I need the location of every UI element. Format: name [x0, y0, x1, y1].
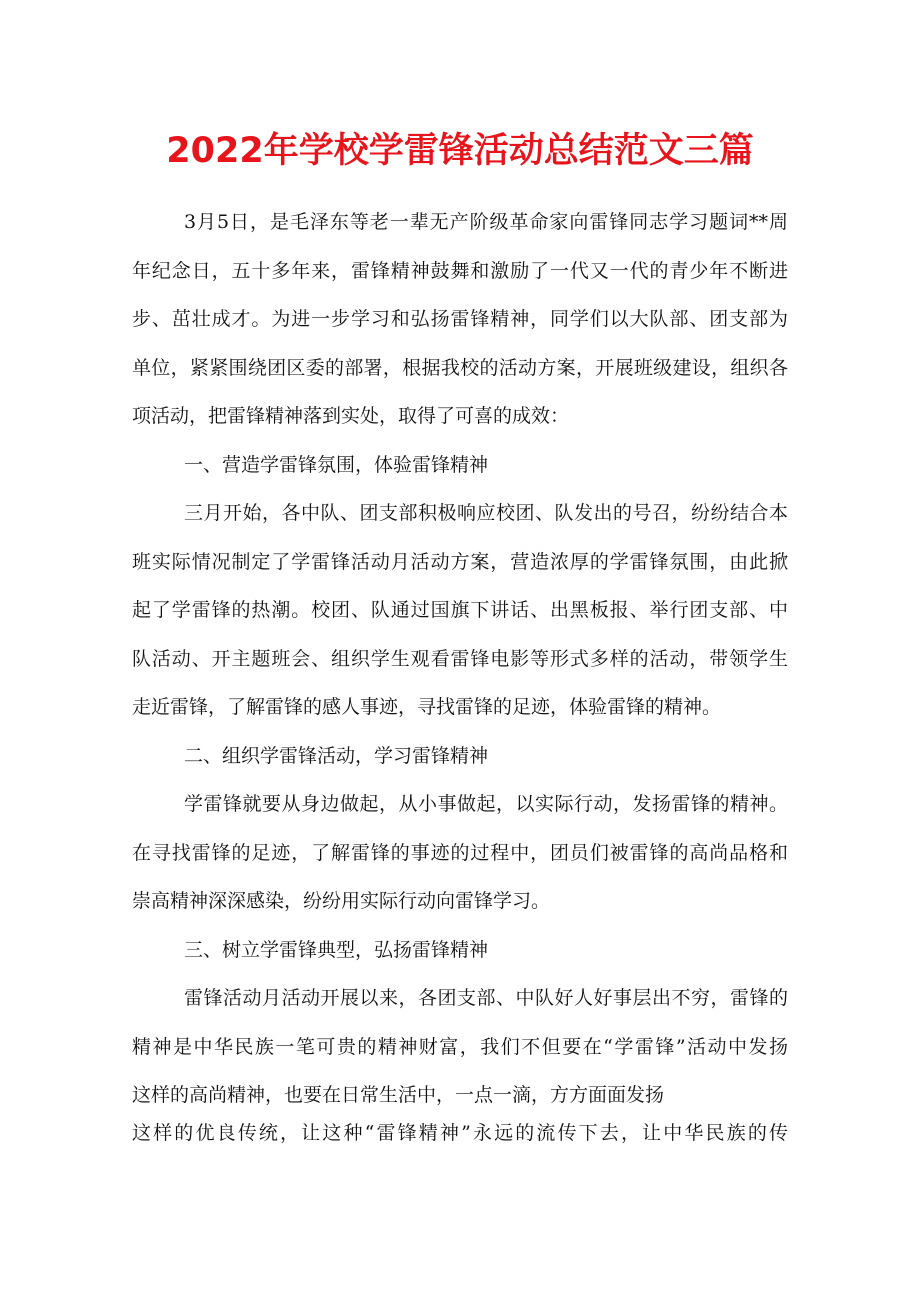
paragraph-line: 学雷锋就要从身边做起，从小事做起，以实际行动，发扬雷锋的精神。: [184, 793, 788, 815]
section-heading: 一、营造学雷锋氛围，体验雷锋精神: [184, 453, 489, 476]
paragraph-line: 队活动、开主题班会、组织学生观看雷锋电影等形式多样的活动，带领学生: [132, 647, 788, 670]
section-heading: 二、组织学雷锋活动，学习雷锋精神: [184, 744, 489, 767]
paragraph-line: 精神是中华民族一笔可贵的精神财富，我们不但要在“学雷锋”活动中发扬: [132, 1035, 788, 1058]
document-title: 2022年学校学雷锋活动总结范文三篇: [166, 131, 754, 171]
paragraph-line: 起了学雷锋的热潮。校团、队通过国旗下讲话、出黑板报、举行团支部、中: [132, 599, 788, 621]
paragraph-line: 这样的优良传统，让这种“雷锋精神”永远的流传下去，让中华民族的传: [132, 1122, 788, 1144]
paragraph-line: 步、茁壮成才。为进一步学习和弘扬雷锋精神，同学们以大队部、团支部为: [132, 308, 788, 330]
paragraph-line: 走近雷锋，了解雷锋的感人事迹，寻找雷锋的足迹，体验雷锋的精神。: [132, 696, 722, 718]
paragraph-line: 崇高精神深深感染，纷纷用实际行动向雷锋学习。: [132, 890, 551, 912]
paragraph-line: 这样的高尚精神，也要在日常生活中，一点一滴，方方面面发扬: [132, 1084, 665, 1106]
document-body: [132, 198, 788, 1158]
paragraph-line: 3月5日，是毛泽东等老一辈无产阶级革命家向雷锋同志学习题词**周: [184, 211, 788, 233]
paragraph-line: 三月开始，各中队、团支部积极响应校团、队发出的号召，纷纷结合本: [184, 502, 788, 524]
paragraph-line: 雷锋活动月活动开展以来，各团支部、中队好人好事层出不穷，雷锋的: [184, 987, 788, 1009]
paragraph-line: 在寻找雷锋的足迹，了解雷锋的事迹的过程中，团员们被雷锋的高尚品格和: [132, 841, 788, 864]
paragraph-line: 单位，紧紧围绕团区委的部署，根据我校的活动方案，开展班级建设，组织各: [132, 356, 788, 379]
section-heading: 三、树立学雷锋典型，弘扬雷锋精神: [184, 938, 489, 961]
paragraph-line: 项活动，把雷锋精神落到实处，取得了可喜的成效：: [132, 405, 570, 427]
paragraph-line: 班实际情况制定了学雷锋活动月活动方案，营造浓厚的学雷锋氛围，由此掀: [132, 550, 788, 573]
paragraph-line: 年纪念日，五十多年来，雷锋精神鼓舞和激励了一代又一代的青少年不断进: [132, 259, 788, 282]
